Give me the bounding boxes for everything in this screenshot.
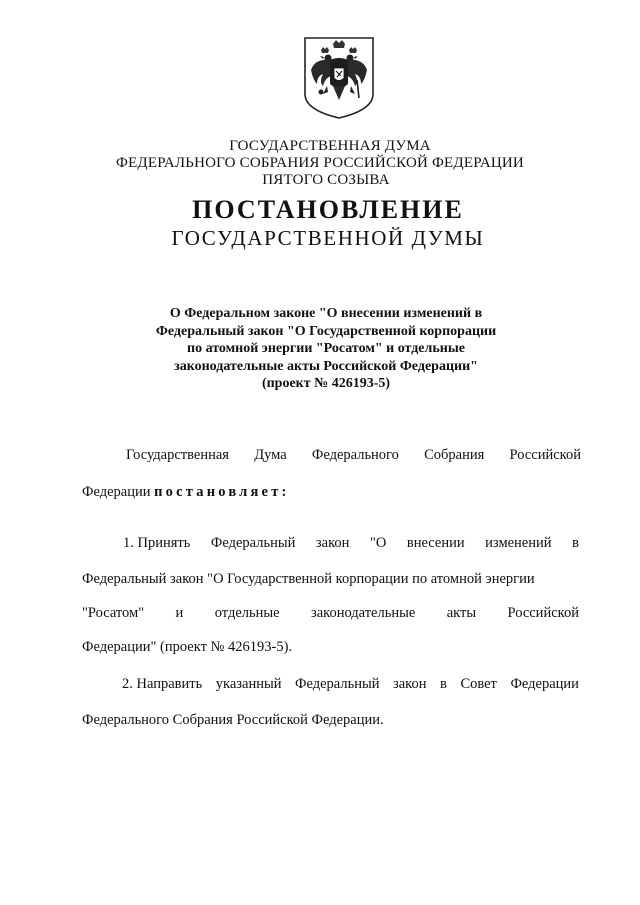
word: акты [446, 605, 477, 621]
word: Федеральный [210, 535, 296, 551]
preamble-line-2 [82, 483, 290, 501]
word: в [572, 535, 579, 551]
word: Совет [460, 676, 497, 692]
word: и [175, 605, 184, 621]
document-title: ПОСТАНОВЛЕНИЕ [192, 195, 464, 224]
subject-line: по атомной энергии "Росатом" и отдельные [187, 341, 465, 356]
word: Дума [254, 447, 287, 463]
header-federal-assembly: ФЕДЕРАЛЬНОГО СОБРАНИЯ РОССИЙСКОЙ ФЕДЕРАЦИИ [116, 155, 524, 171]
word: 2. Направить [122, 676, 203, 692]
document-subtitle: ГОСУДАРСТВЕННОЙ ДУМЫ [171, 226, 485, 250]
item-2-line-1 [122, 675, 579, 693]
word: Российской [509, 447, 581, 463]
word: Государственная [126, 447, 229, 463]
word: Федерального [311, 447, 399, 463]
item-1-line-1 [123, 534, 579, 552]
resolution-subject [6, 305, 640, 393]
subject-line: Федеральный закон "О Государственной корпорации [155, 323, 497, 339]
word: отдельные [214, 605, 280, 621]
word: Собрания [424, 447, 485, 463]
word: Российской [507, 605, 579, 621]
word: в [440, 676, 447, 692]
word: изменений [485, 535, 552, 551]
preamble-line-1 [126, 446, 581, 464]
subject-line: О Федеральном законе "О внесении изменений в [169, 306, 483, 321]
word: внесении [406, 535, 465, 551]
header-duma: ГОСУДАРСТВЕННАЯ ДУМА [229, 138, 431, 154]
item-1-line-3 [82, 604, 579, 622]
item-1-line-2: Федеральный закон "О Государственной корпорации по атомной энергии [82, 571, 535, 587]
item-2-line-2: Федерального Собрания Российской Федерации. [82, 712, 384, 728]
word: закон [315, 535, 350, 551]
word: 1. Принять [123, 535, 191, 551]
word: закон [393, 676, 427, 692]
word: "Росатом" [82, 605, 145, 621]
coat-of-arms-icon [303, 36, 375, 120]
resolves-verb: постановляет: [154, 484, 290, 500]
word: Федеральный [295, 676, 380, 692]
word: Федерации [510, 676, 579, 692]
subject-line: (проект № 426193-5) [261, 376, 391, 391]
word: указанный [215, 676, 282, 692]
header-convocation: ПЯТОГО СОЗЫВА [262, 172, 390, 188]
subject-line: законодательные акты Российской Федерации" [174, 358, 478, 374]
word: законодательные [310, 605, 416, 621]
item-1-line-4: Федерации" (проект № 426193-5). [82, 639, 293, 655]
word: "О [369, 535, 387, 551]
word: Федерации [82, 484, 151, 500]
